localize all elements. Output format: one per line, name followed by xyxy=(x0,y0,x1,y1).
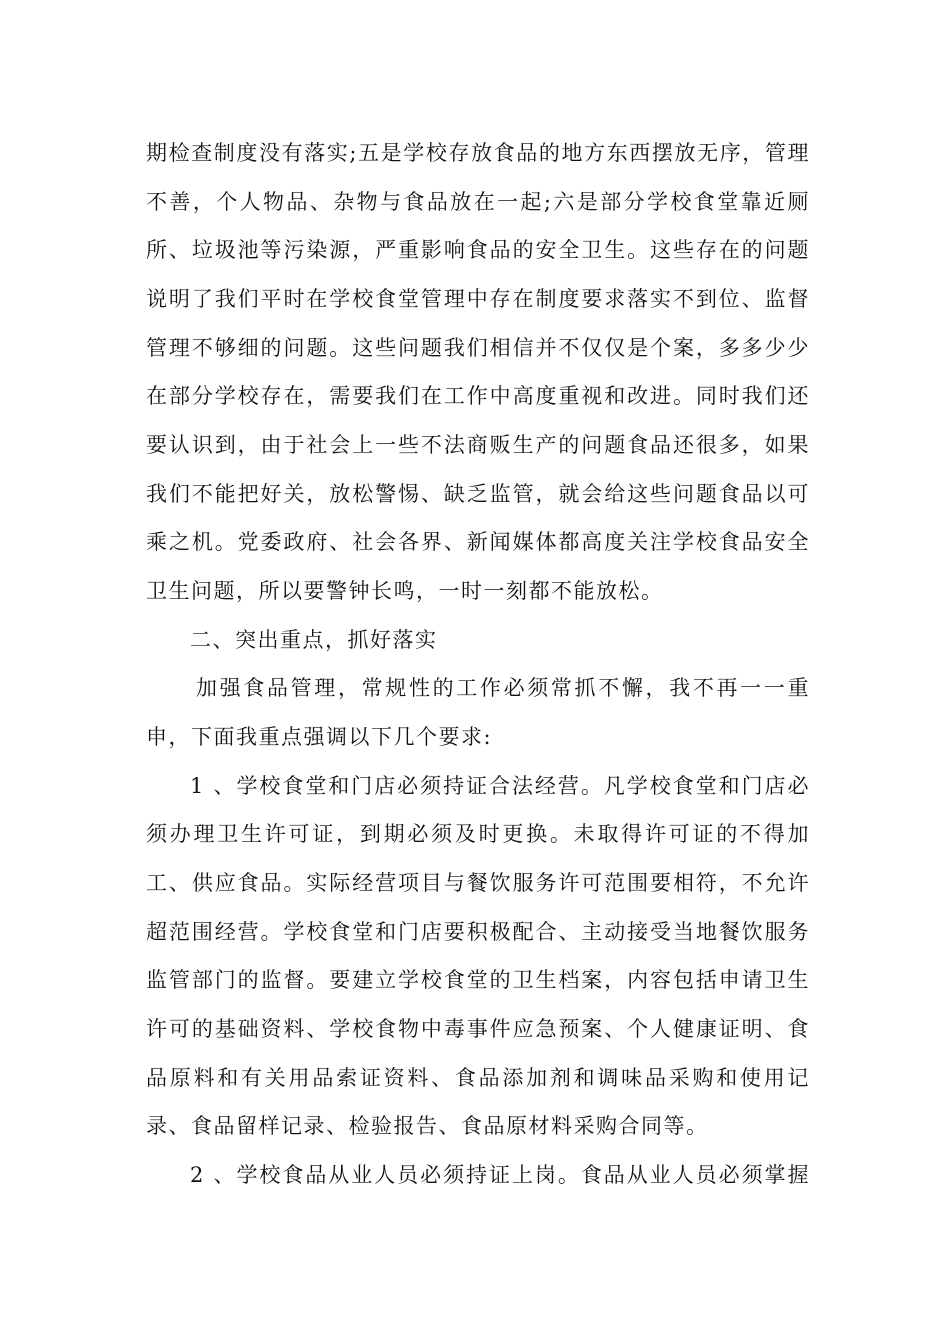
text-line: 监管部门的监督。要建立学校食堂的卫生档案，内容包括申请卫生 xyxy=(146,968,810,992)
text-line: 管理不够细的问题。这些问题我们相信并不仅仅是个案，多多少少 xyxy=(146,336,810,360)
text-line: 品原料和有关用品索证资料、食品添加剂和调味品采购和使用记 xyxy=(146,1066,810,1090)
text-line: 2 、学校食品从业人员必须持证上岗。食品从业人员必须掌握 xyxy=(190,1163,810,1187)
text-line: 许可的基础资料、学校食物中毒事件应急预案、个人健康证明、食 xyxy=(146,1017,810,1041)
text-line: 加强食品管理，常规性的工作必须常抓不懈，我不再一一重 xyxy=(196,676,810,700)
text-line: 卫生问题，所以要警钟长鸣，一时一刻都不能放松。 xyxy=(146,579,664,603)
text-line: 说明了我们平时在学校食堂管理中存在制度要求落实不到位、监督 xyxy=(146,287,810,311)
text-line: 录、食品留样记录、检验报告、食品原材料采购合同等。 xyxy=(146,1114,709,1138)
section-heading: 二、突出重点，抓好落实 xyxy=(190,628,438,652)
text-line: 申，下面我重点强调以下几个要求: xyxy=(146,725,493,749)
text-line: 须办理卫生许可证，到期必须及时更换。未取得许可证的不得加 xyxy=(146,822,810,846)
text-line: 1 、学校食堂和门店必须持证合法经营。凡学校食堂和门店必 xyxy=(190,774,810,798)
text-line: 要认识到，由于社会上一些不法商贩生产的问题食品还很多，如果 xyxy=(146,433,810,457)
text-line: 我们不能把好关，放松警惕、缺乏监管，就会给这些问题食品以可 xyxy=(146,482,810,506)
text-line: 在部分学校存在，需要我们在工作中高度重视和改进。同时我们还 xyxy=(146,384,810,408)
text-line: 期检查制度没有落实;五是学校存放食品的地方东西摆放无序，管理 xyxy=(146,141,810,165)
text-line: 不善，个人物品、杂物与食品放在一起;六是部分学校食堂靠近厕 xyxy=(146,190,810,214)
text-line: 工、供应食品。实际经营项目与餐饮服务许可范围要相符，不允许 xyxy=(146,871,810,895)
text-line: 乘之机。党委政府、社会各界、新闻媒体都高度关注学校食品安全 xyxy=(146,530,810,554)
text-line: 所、垃圾池等污染源，严重影响食品的安全卫生。这些存在的问题 xyxy=(146,238,810,262)
text-line: 超范围经营。学校食堂和门店要积极配合、主动接受当地餐饮服务 xyxy=(146,920,810,944)
